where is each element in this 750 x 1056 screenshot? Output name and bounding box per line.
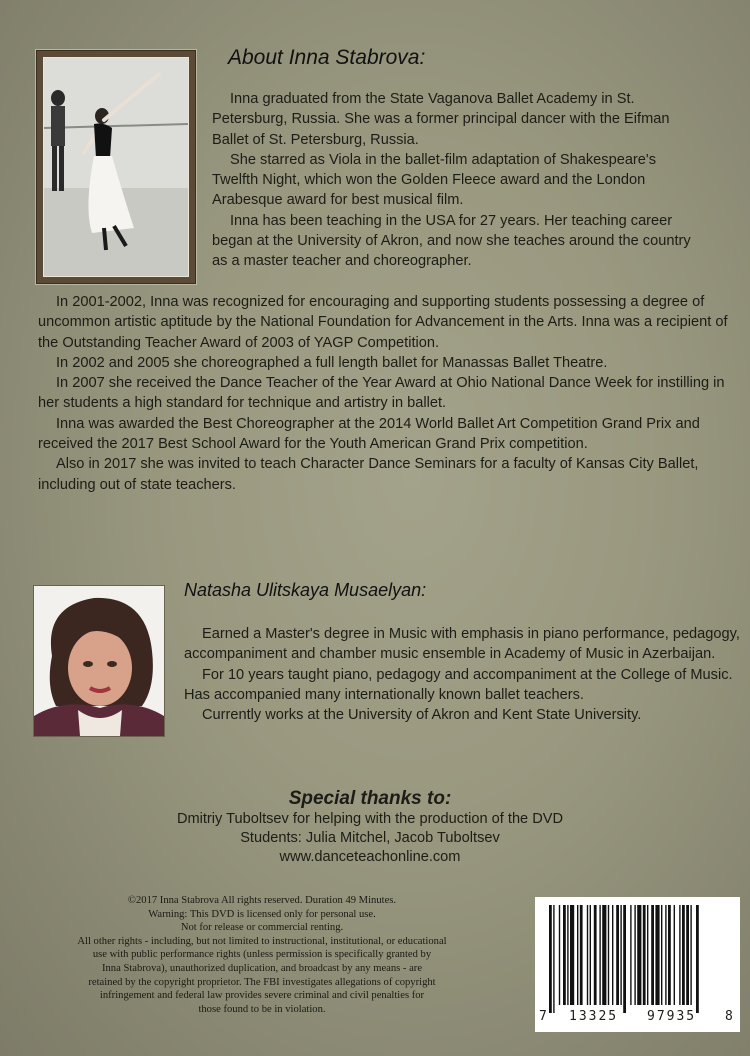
special-thanks [0,788,750,867]
barcode-bar [602,905,606,1005]
thanks-line: Dmitriy Tuboltsev for helping with the production of the DVD [176,811,564,827]
about-paragraph: In 2007 she received the Dance Teacher of the Year Award at Ohio National Dance Week for instilling in her students a high standard for technique and artistry in ballet. [38,375,725,412]
barcode-bar [696,905,699,1013]
barcode-bar [549,905,552,1013]
legal-line: Inna Stabrova), unauthorized duplication, and broadcast by any means - are [101,962,423,974]
barcode-bar [655,905,659,1005]
barcode-bar [679,905,680,1005]
dancer-figure-illustration [44,58,188,276]
about-paragraph: Inna graduated from the State Vaganova Ballet Academy in St. Petersburg, Russia. She was a former principal dancer with the Eifman Ballet of St. Petersburg, Russia. [212,91,670,148]
barcode-bar [594,905,597,1005]
portrait-illustration [34,586,164,736]
barcode-bar [623,905,626,1013]
about-heading: About Inna Stabrova: [228,46,426,69]
legal-line: infringement and federal law provides severe criminal and civil penalties for [99,990,425,1002]
barcode-bar [616,905,619,1005]
about-paragraph: Inna has been teaching in the USA for 27 years. Her teaching career began at the University of Akron, and now she teaches around the country as a master teacher and choreographer. [212,212,691,270]
about-achievements [38,292,728,495]
about-paragraph: She starred as Viola in the ballet-film adaptation of Shakespeare's Twelfth Night, which won the Golden Fleece award and the London Arabesque award for best musical film. [212,151,656,209]
legal-line: Warning: This DVD is licensed only for personal use. [148,908,376,920]
website-link[interactable]: www.danceteachonline.com [279,849,461,865]
barcode-bar [690,905,691,1005]
barcode-bar [634,905,635,1005]
barcode-bar [630,905,631,1005]
barcode-bar [674,905,675,1005]
natasha-heading: Natasha Ulitskaya Musaelyan: [184,580,427,600]
barcode-group-1: 13325 [569,1009,619,1024]
barcode-bar [570,905,574,1005]
thanks-line: Students: Julia Mitchel, Jacob Tuboltsev [240,830,500,846]
barcode-bar [577,905,578,1005]
barcode-bar [599,905,600,1005]
natasha-paragraph: For 10 years taught piano, pedagogy and accompaniment at the College of Music. Has accompanied many internationally known ballet teachers. [184,666,733,703]
barcode-bars [535,897,740,1032]
barcode-bar [643,905,646,1005]
barcode-bar [686,905,689,1005]
barcode-bar [647,905,648,1005]
barcode [535,897,740,1032]
legal-notice [12,894,512,1016]
barcode-bar [665,905,666,1005]
barcode-bar [651,905,654,1005]
thanks-heading: Special thanks to: [288,788,452,809]
about-paragraph: In 2002 and 2005 she choreographed a full length ballet for Manassas Ballet Theatre. [56,354,608,371]
barcode-bar [612,905,613,1005]
barcode-bar [559,905,560,1005]
barcode-group-2: 97935 [647,1009,697,1024]
barcode-bar [661,905,662,1005]
barcode-bar [620,905,621,1005]
about-paragraph: Also in 2017 she was invited to teach Character Dance Seminars for a faculty of Kansas City Ballet, including out of state teachers. [38,456,699,493]
barcode-bar [580,905,583,1005]
barcode-digit-left: 7 [539,1009,547,1024]
natasha-paragraph: Earned a Master's degree in Music with emphasis in piano performance, pedagogy, accompaniment and chamber music ensemble in Academy of Music in Azerbaijan. [184,626,740,663]
legal-line: Not for release or commercial renting. [180,922,344,934]
barcode-bar [590,905,591,1005]
barcode-digit-right: 8 [725,1009,733,1024]
about-paragraph: Inna was awarded the Best Choreographer at the 2014 World Ballet Art Competition Grand Prix and received the 2017 Best School Award for the Youth American Grand Prix competition. [38,415,700,453]
dancer-photo [36,50,196,284]
about-intro [212,89,694,272]
barcode-bar [668,905,671,1005]
legal-line: ©2017 Inna Stabrova All rights reserved. Duration 49 Minutes. [127,895,397,906]
barcode-bar [553,905,554,1013]
natasha-bio [184,624,744,725]
legal-line: retained by the copyright proprietor. The FBI investigates allegations of copyright [88,976,436,988]
legal-line: those found to be in violation. [198,1003,326,1015]
barcode-bar [567,905,568,1005]
legal-line: use with public performance rights (unless permission is specifically granted by [92,949,432,961]
barcode-bar [682,905,685,1005]
barcode-bar [563,905,566,1005]
natasha-paragraph: Currently works at the University of Akron and Kent State University. [202,707,642,724]
natasha-portrait [33,585,165,737]
barcode-bar [587,905,588,1005]
barcode-bar [637,905,641,1005]
legal-line: All other rights - including, but not limited to instructional, institutional, or educational [77,935,447,947]
about-paragraph: In 2001-2002, Inna was recognized for encouraging and supporting students possessing a degree of uncommon artistic aptitude by the National Foundation for Advancement in the Arts. Inna was a recipient of the Outstanding Teacher Award of 2003 of YAGP Competition. [38,294,728,351]
barcode-bar [608,905,609,1005]
